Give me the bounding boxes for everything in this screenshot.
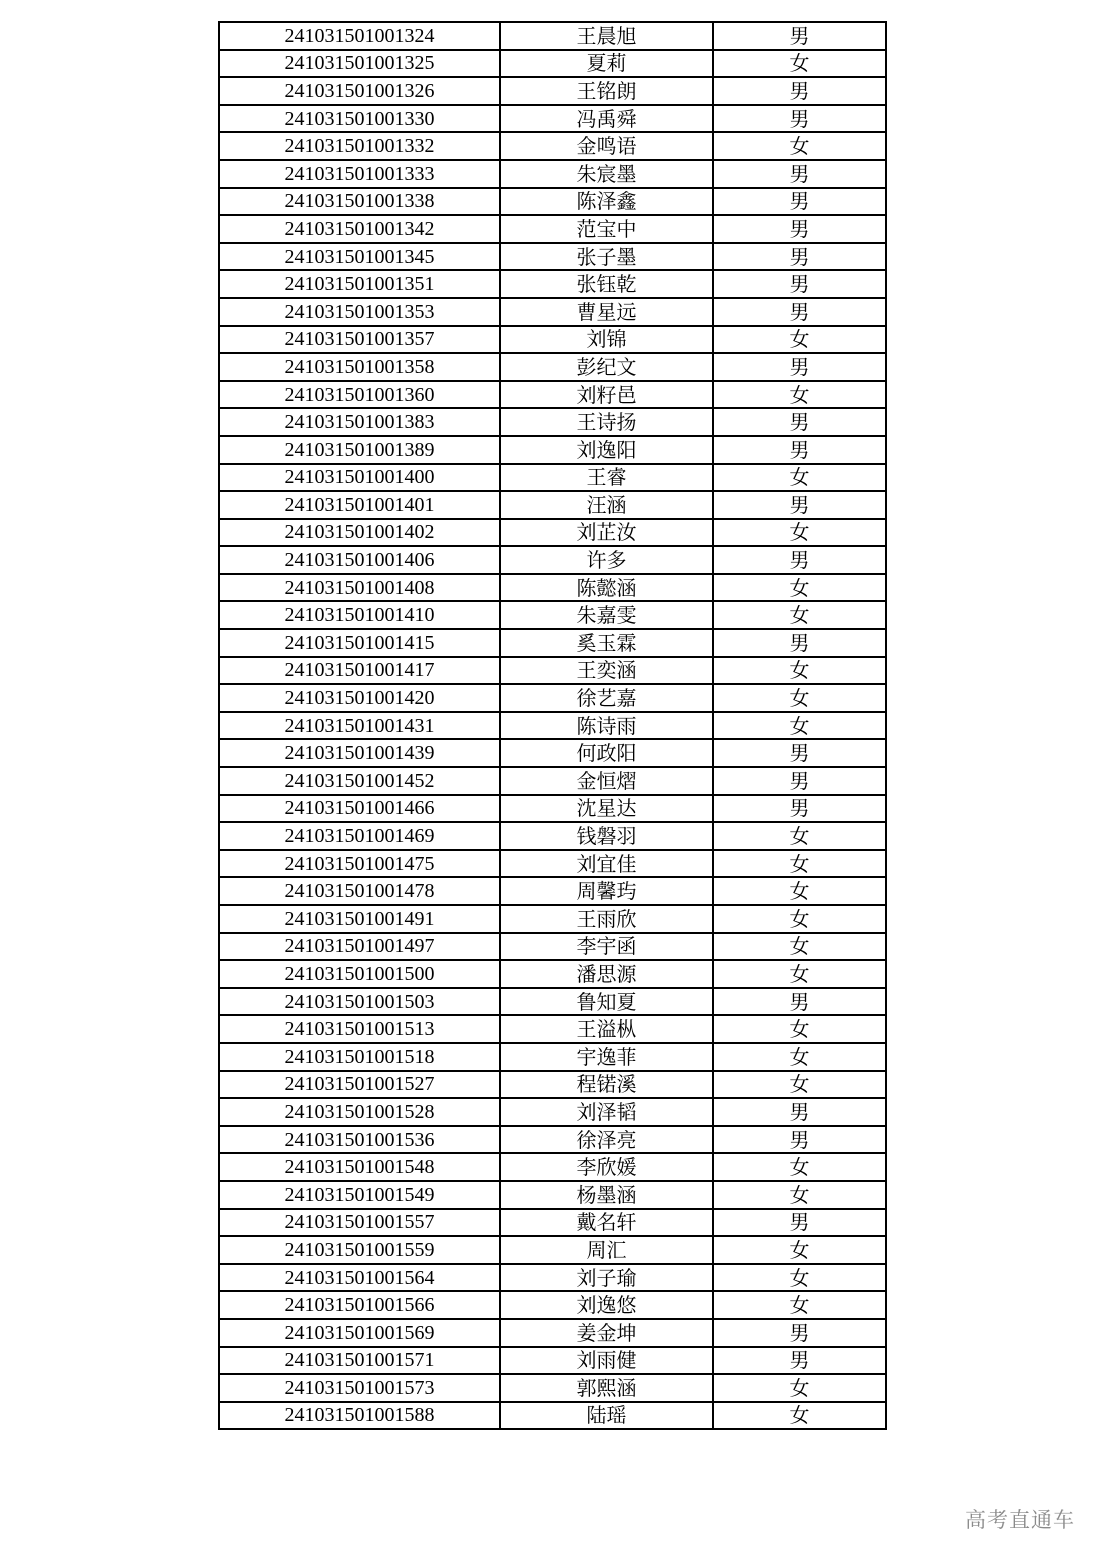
table-row: [219, 1347, 886, 1375]
student-id-cell: 241031501001332: [219, 132, 500, 160]
student-gender-cell: 男: [713, 1319, 886, 1347]
student-id-cell: 241031501001401: [219, 491, 500, 519]
student-name-cell: 彭纪文: [500, 353, 713, 381]
student-gender-cell: 女: [713, 1236, 886, 1264]
student-name-cell: 金鸣语: [500, 132, 713, 160]
table-row: [219, 877, 886, 905]
student-name-cell: 徐泽亮: [500, 1126, 713, 1154]
student-gender-cell: 男: [713, 739, 886, 767]
student-id-cell: 241031501001351: [219, 270, 500, 298]
student-id-cell: 241031501001588: [219, 1402, 500, 1430]
table-row: [219, 132, 886, 160]
student-gender-cell: 女: [713, 822, 886, 850]
table-row: [219, 960, 886, 988]
table-row: [219, 1374, 886, 1402]
student-name-cell: 鲁知夏: [500, 988, 713, 1016]
student-gender-cell: 女: [713, 601, 886, 629]
student-gender-cell: 女: [713, 132, 886, 160]
student-gender-cell: 男: [713, 491, 886, 519]
student-name-cell: 程锘溪: [500, 1071, 713, 1099]
student-gender-cell: 女: [713, 1402, 886, 1430]
student-id-cell: 241031501001383: [219, 408, 500, 436]
student-id-cell: 241031501001324: [219, 22, 500, 50]
student-id-cell: 241031501001408: [219, 574, 500, 602]
student-gender-cell: 女: [713, 519, 886, 547]
student-name-cell: 陈诗雨: [500, 712, 713, 740]
student-gender-cell: 男: [713, 160, 886, 188]
student-name-cell: 金恒熠: [500, 767, 713, 795]
student-name-cell: 曹星远: [500, 298, 713, 326]
student-id-cell: 241031501001527: [219, 1071, 500, 1099]
student-gender-cell: 男: [713, 1209, 886, 1237]
student-gender-cell: 男: [713, 1347, 886, 1375]
student-id-cell: 241031501001389: [219, 436, 500, 464]
student-id-cell: 241031501001439: [219, 739, 500, 767]
table-row: [219, 739, 886, 767]
student-gender-cell: 女: [713, 657, 886, 685]
student-gender-cell: 女: [713, 933, 886, 961]
student-id-cell: 241031501001417: [219, 657, 500, 685]
student-id-cell: 241031501001342: [219, 215, 500, 243]
student-name-cell: 陈懿涵: [500, 574, 713, 602]
student-name-cell: 朱宸墨: [500, 160, 713, 188]
student-name-cell: 王睿: [500, 464, 713, 492]
table-row: [219, 988, 886, 1016]
student-id-cell: 241031501001573: [219, 1374, 500, 1402]
table-row: [219, 298, 886, 326]
table-row: [219, 601, 886, 629]
student-id-cell: 241031501001478: [219, 877, 500, 905]
student-id-cell: 241031501001503: [219, 988, 500, 1016]
student-name-cell: 冯禹舜: [500, 105, 713, 133]
student-id-cell: 241031501001420: [219, 684, 500, 712]
student-id-cell: 241031501001410: [219, 601, 500, 629]
student-id-cell: 241031501001528: [219, 1098, 500, 1126]
student-id-cell: 241031501001345: [219, 243, 500, 271]
watermark-text: 高考直通车: [965, 1508, 1075, 1532]
student-gender-cell: 男: [713, 243, 886, 271]
student-name-cell: 夏莉: [500, 50, 713, 78]
student-gender-cell: 男: [713, 629, 886, 657]
student-gender-cell: 男: [713, 22, 886, 50]
table-row: [219, 933, 886, 961]
student-id-cell: 241031501001497: [219, 933, 500, 961]
student-name-cell: 何政阳: [500, 739, 713, 767]
student-gender-cell: 女: [713, 960, 886, 988]
student-name-cell: 杨墨涵: [500, 1181, 713, 1209]
student-id-cell: 241031501001549: [219, 1181, 500, 1209]
student-name-cell: 戴名轩: [500, 1209, 713, 1237]
student-id-cell: 241031501001325: [219, 50, 500, 78]
table-row: [219, 188, 886, 216]
student-name-cell: 郭熙涵: [500, 1374, 713, 1402]
student-id-cell: 241031501001402: [219, 519, 500, 547]
table-row: [219, 657, 886, 685]
table-row: [219, 1181, 886, 1209]
student-name-cell: 潘思源: [500, 960, 713, 988]
table-row: [219, 326, 886, 354]
student-gender-cell: 女: [713, 1071, 886, 1099]
roster-table-body: [219, 22, 886, 1429]
student-gender-cell: 男: [713, 353, 886, 381]
student-gender-cell: 男: [713, 1098, 886, 1126]
student-id-cell: 241031501001571: [219, 1347, 500, 1375]
student-name-cell: 奚玉霖: [500, 629, 713, 657]
student-gender-cell: 男: [713, 546, 886, 574]
table-row: [219, 1126, 886, 1154]
table-row: [219, 1209, 886, 1237]
student-id-cell: 241031501001566: [219, 1291, 500, 1319]
student-name-cell: 刘逸阳: [500, 436, 713, 464]
student-gender-cell: 男: [713, 436, 886, 464]
table-row: [219, 381, 886, 409]
student-gender-cell: 男: [713, 795, 886, 823]
student-name-cell: 李欣媛: [500, 1153, 713, 1181]
student-gender-cell: 女: [713, 381, 886, 409]
student-id-cell: 241031501001333: [219, 160, 500, 188]
student-name-cell: 刘芷汝: [500, 519, 713, 547]
student-name-cell: 周汇: [500, 1236, 713, 1264]
table-row: [219, 1264, 886, 1292]
table-row: [219, 574, 886, 602]
student-name-cell: 王雨欣: [500, 905, 713, 933]
student-name-cell: 宇逸菲: [500, 1043, 713, 1071]
student-gender-cell: 男: [713, 408, 886, 436]
student-gender-cell: 男: [713, 215, 886, 243]
table-row: [219, 50, 886, 78]
student-name-cell: 张钰乾: [500, 270, 713, 298]
student-name-cell: 周馨玙: [500, 877, 713, 905]
student-name-cell: 刘泽韬: [500, 1098, 713, 1126]
student-name-cell: 刘逸悠: [500, 1291, 713, 1319]
student-gender-cell: 女: [713, 1264, 886, 1292]
table-row: [219, 215, 886, 243]
student-gender-cell: 女: [713, 1291, 886, 1319]
table-row: [219, 546, 886, 574]
table-row: [219, 1236, 886, 1264]
student-gender-cell: 女: [713, 1181, 886, 1209]
table-row: [219, 243, 886, 271]
student-name-cell: 汪涵: [500, 491, 713, 519]
table-row: [219, 1291, 886, 1319]
student-name-cell: 姜金坤: [500, 1319, 713, 1347]
table-row: [219, 408, 886, 436]
student-gender-cell: 男: [713, 188, 886, 216]
table-row: [219, 160, 886, 188]
student-gender-cell: 女: [713, 1015, 886, 1043]
table-row: [219, 1153, 886, 1181]
student-name-cell: 沈星达: [500, 795, 713, 823]
student-name-cell: 王晨旭: [500, 22, 713, 50]
student-id-cell: 241031501001559: [219, 1236, 500, 1264]
student-id-cell: 241031501001491: [219, 905, 500, 933]
student-gender-cell: 男: [713, 1126, 886, 1154]
student-gender-cell: 男: [713, 77, 886, 105]
student-gender-cell: 女: [713, 684, 886, 712]
table-row: [219, 77, 886, 105]
student-gender-cell: 女: [713, 574, 886, 602]
student-id-cell: 241031501001400: [219, 464, 500, 492]
student-id-cell: 241031501001357: [219, 326, 500, 354]
table-row: [219, 105, 886, 133]
student-gender-cell: 男: [713, 767, 886, 795]
table-row: [219, 436, 886, 464]
student-id-cell: 241031501001548: [219, 1153, 500, 1181]
student-name-cell: 刘子瑜: [500, 1264, 713, 1292]
student-id-cell: 241031501001353: [219, 298, 500, 326]
student-name-cell: 张子墨: [500, 243, 713, 271]
student-id-cell: 241031501001466: [219, 795, 500, 823]
table-row: [219, 270, 886, 298]
student-name-cell: 陈泽鑫: [500, 188, 713, 216]
student-name-cell: 刘锦: [500, 326, 713, 354]
student-gender-cell: 女: [713, 905, 886, 933]
student-name-cell: 王铭朗: [500, 77, 713, 105]
table-row: [219, 1319, 886, 1347]
student-name-cell: 刘雨健: [500, 1347, 713, 1375]
table-row: [219, 850, 886, 878]
table-row: [219, 353, 886, 381]
student-id-cell: 241031501001406: [219, 546, 500, 574]
student-id-cell: 241031501001500: [219, 960, 500, 988]
student-gender-cell: 女: [713, 464, 886, 492]
student-id-cell: 241031501001475: [219, 850, 500, 878]
student-gender-cell: 女: [713, 712, 886, 740]
student-id-cell: 241031501001536: [219, 1126, 500, 1154]
table-row: [219, 712, 886, 740]
student-name-cell: 王诗扬: [500, 408, 713, 436]
student-id-cell: 241031501001431: [219, 712, 500, 740]
student-roster-table: [218, 21, 887, 1430]
student-gender-cell: 女: [713, 1043, 886, 1071]
student-name-cell: 钱磐羽: [500, 822, 713, 850]
table-row: [219, 767, 886, 795]
student-gender-cell: 女: [713, 50, 886, 78]
table-row: [219, 822, 886, 850]
student-gender-cell: 女: [713, 1153, 886, 1181]
table-row: [219, 464, 886, 492]
table-row: [219, 1043, 886, 1071]
table-row: [219, 795, 886, 823]
table-row: [219, 684, 886, 712]
student-id-cell: 241031501001564: [219, 1264, 500, 1292]
student-id-cell: 241031501001338: [219, 188, 500, 216]
student-gender-cell: 女: [713, 326, 886, 354]
table-row: [219, 1071, 886, 1099]
student-id-cell: 241031501001557: [219, 1209, 500, 1237]
table-row: [219, 519, 886, 547]
student-id-cell: 241031501001518: [219, 1043, 500, 1071]
student-name-cell: 王溢枞: [500, 1015, 713, 1043]
student-name-cell: 刘宜佳: [500, 850, 713, 878]
student-name-cell: 朱嘉雯: [500, 601, 713, 629]
student-gender-cell: 女: [713, 1374, 886, 1402]
student-id-cell: 241031501001569: [219, 1319, 500, 1347]
student-gender-cell: 男: [713, 298, 886, 326]
student-id-cell: 241031501001452: [219, 767, 500, 795]
student-name-cell: 许多: [500, 546, 713, 574]
student-name-cell: 李宇函: [500, 933, 713, 961]
student-id-cell: 241031501001360: [219, 381, 500, 409]
student-name-cell: 范宝中: [500, 215, 713, 243]
student-name-cell: 陆瑶: [500, 1402, 713, 1430]
table-row: [219, 491, 886, 519]
student-id-cell: 241031501001358: [219, 353, 500, 381]
student-gender-cell: 女: [713, 877, 886, 905]
table-row: [219, 905, 886, 933]
table-row: [219, 629, 886, 657]
student-id-cell: 241031501001469: [219, 822, 500, 850]
table-row: [219, 1015, 886, 1043]
student-name-cell: 刘籽邑: [500, 381, 713, 409]
student-gender-cell: 女: [713, 850, 886, 878]
table-row: [219, 1098, 886, 1126]
student-id-cell: 241031501001513: [219, 1015, 500, 1043]
table-row: [219, 1402, 886, 1430]
student-gender-cell: 男: [713, 105, 886, 133]
student-id-cell: 241031501001326: [219, 77, 500, 105]
student-name-cell: 王奕涵: [500, 657, 713, 685]
table-row: [219, 22, 886, 50]
student-id-cell: 241031501001330: [219, 105, 500, 133]
student-gender-cell: 男: [713, 988, 886, 1016]
student-gender-cell: 男: [713, 270, 886, 298]
student-id-cell: 241031501001415: [219, 629, 500, 657]
student-name-cell: 徐艺嘉: [500, 684, 713, 712]
